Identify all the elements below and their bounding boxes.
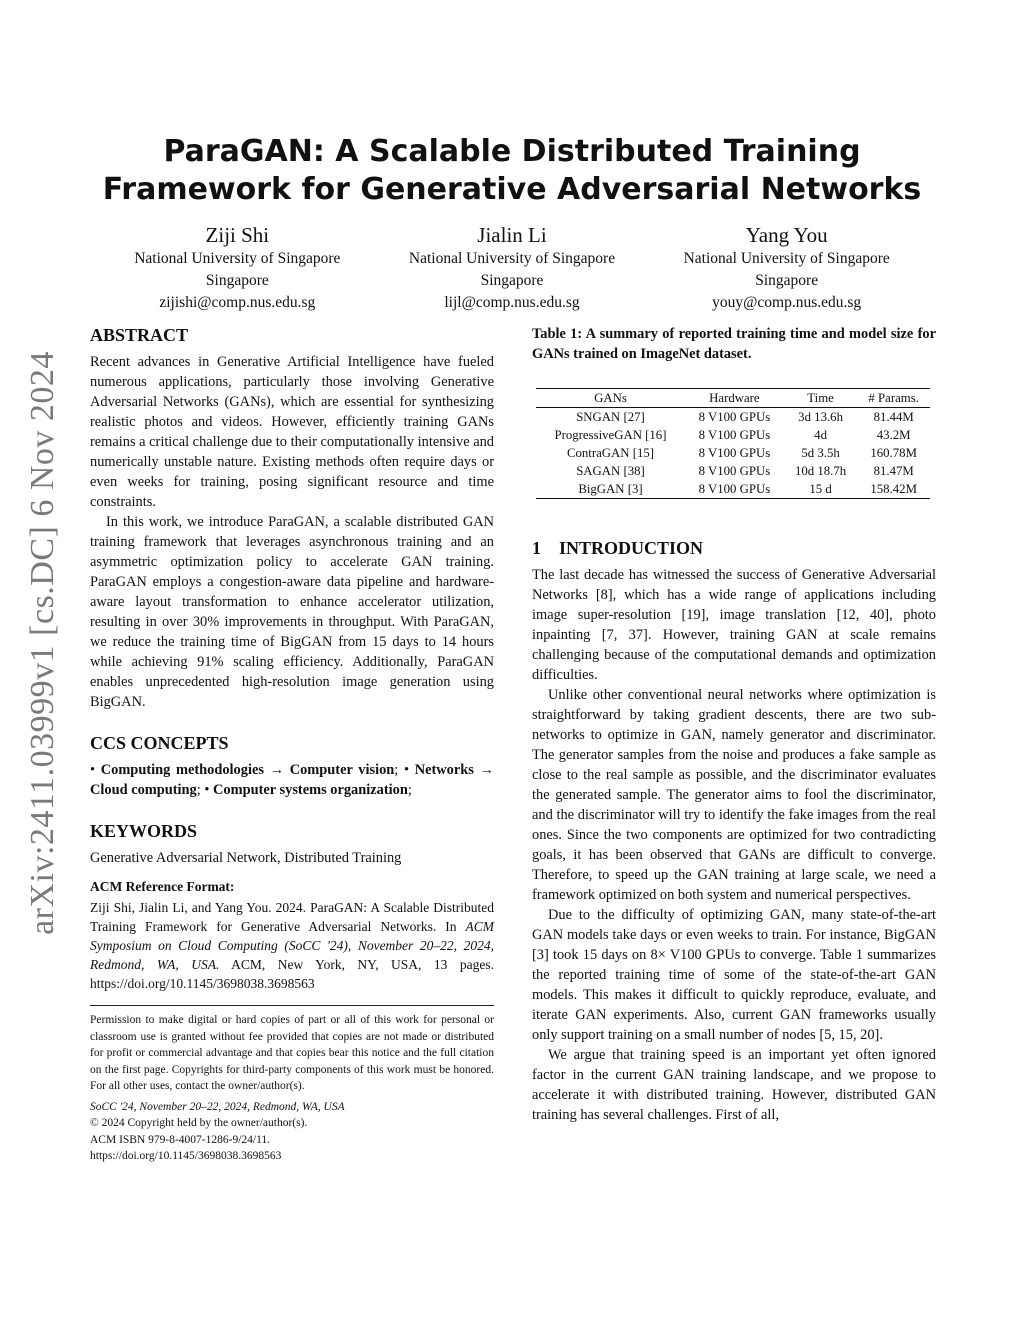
table-cell: 8 V100 GPUs — [698, 464, 771, 478]
author-affiliation: National University of Singapore — [134, 250, 341, 267]
gan-training-table — [536, 388, 930, 499]
author-card — [649, 222, 924, 314]
table-cell: 4d — [814, 428, 827, 442]
table-cell: 5d 3.5h — [801, 446, 840, 460]
table-cell: 43.2M — [876, 428, 911, 442]
intro-paragraph-3: Due to the difficulty of optimizing GAN, many state-of-the-art GAN models take days or even weeks to train. For instance, BigGAN [3] took 15 days on 8× V100 GPUs to converge. Table 1 summarizes the reported training time of some of the state-of-the-art GAN models. This makes it difficult to quickly reproduce, evaluate, and iterate GAN experiments. Also, current GAN frameworks usually only support training on a small number of nodes [5, 15, 20]. — [532, 907, 936, 1043]
table-row — [536, 480, 930, 499]
ccs-heading: CCS CONCEPTS — [90, 733, 229, 753]
acm-reference-heading: ACM Reference Format: — [90, 879, 235, 894]
author-block — [100, 222, 924, 314]
author-country: Singapore — [755, 272, 819, 289]
acm-reference-doi[interactable]: ACM, New York, NY, USA, 13 pages. https://doi.org/10.1145/3698038.3698563 — [90, 957, 494, 991]
table-cell: 10d 18.7h — [794, 464, 847, 478]
author-name: Ziji Shi — [205, 223, 270, 247]
arrow-icon: → — [479, 762, 494, 778]
table-caption: Table 1: A summary of reported training time and model size for GANs trained on ImageNet dataset. — [532, 326, 936, 362]
ccs-bullet: • — [403, 762, 410, 778]
author-country: Singapore — [205, 272, 269, 289]
table-cell: 8 V100 GPUs — [698, 446, 771, 460]
copyright-line: © 2024 Copyright held by the owner/author(s). — [90, 1117, 308, 1129]
author-email[interactable]: lijl@comp.nus.edu.sg — [444, 294, 580, 311]
table-cell: 81.47M — [873, 464, 914, 478]
intro-paragraph-1: The last decade has witnessed the success of Generative Adversarial Networks [8], which has a wide range of applications including image super-resolution [19], image translation [12, 40], photo inpainting [7, 37]. However, training GAN at scale remains challenging because of the computational demands and optimization difficulties. — [532, 567, 936, 683]
table-cell: 160.78M — [870, 446, 917, 460]
table-cell: ProgressiveGAN [16] — [554, 428, 667, 442]
table-row — [536, 426, 930, 444]
table-cell: 15 d — [784, 480, 858, 499]
author-affiliation: National University of Singapore — [408, 250, 616, 267]
acm-reference-venue: ACM Symposium on Cloud Computing (SoCC '24), November 20–22, 2024, Redmond, WA, USA. — [90, 919, 494, 972]
table-cell: ContraGAN [15] — [566, 446, 655, 460]
table-header-cell: Hardware — [685, 389, 784, 408]
author-name: Yang You — [745, 223, 828, 247]
ccs-separator: ; — [407, 782, 412, 798]
ccs-separator: ; — [394, 762, 399, 778]
author-name: Jialin Li — [477, 223, 547, 247]
intro-paragraph-4: We argue that training speed is an important yet often ignored factor in the current GAN training landscape, and we propose to accelerate it with distributed training. However, distributed GAN training has several challenges. First of all, — [532, 1047, 936, 1123]
ccs-separator: ; — [196, 782, 201, 798]
table-row — [536, 444, 930, 462]
table-header-cell: # Params. — [857, 389, 930, 408]
table-row — [536, 408, 930, 427]
ccs-concept: Computer vision — [289, 762, 395, 778]
acm-reference — [90, 898, 494, 993]
abstract-heading: ABSTRACT — [90, 325, 189, 345]
left-column — [90, 324, 494, 1165]
table-cell: 8 V100 GPUs — [685, 480, 784, 499]
ccs-concept: Computer systems organization — [213, 782, 408, 798]
arxiv-stamp[interactable]: arXiv:2411.03999v1 [cs.DC] 6 Nov 2024 — [24, 351, 62, 935]
table-header-row — [536, 389, 930, 408]
table-cell: 8 V100 GPUs — [698, 428, 771, 442]
author-email[interactable]: youy@comp.nus.edu.sg — [712, 294, 862, 311]
author-card — [100, 222, 375, 314]
table-cell: 81.44M — [873, 410, 914, 424]
introduction-heading: 1 INTRODUCTION — [532, 538, 704, 558]
ccs-bullet: • — [90, 762, 96, 778]
acm-reference-authors: Ziji Shi, Jialin Li, and Yang You. 2024. ParaGAN: A Scalable Distributed Training Framework for Generative Adversarial Networks. In — [90, 900, 494, 934]
table-cell: 3d 13.6h — [798, 410, 843, 424]
author-email[interactable]: zijishi@comp.nus.edu.sg — [159, 294, 316, 311]
arrow-icon: → — [269, 762, 285, 778]
ccs-concept: Cloud computing — [90, 782, 197, 798]
table-cell: 158.42M — [857, 480, 930, 499]
ccs-concept: Networks — [414, 762, 474, 778]
intro-paragraph-2: Unlike other conventional neural networks where optimization is straightforward by taking gradient descents, there are two sub-networks to optimize in GAN, namely generator and discriminator. The generator samples from the noise and produces a fake sample as close to the real sample as possible, and the discriminator evaluates the generated sample. The generator aims to fool the discriminator, and the discriminator will try to identify the fake images from the real ones. Since the two components are optimized for two contradicting goals, it has been observed that GANs are difficult to converge. Therefore, to speed up the GAN training at large scale, we need a framework optimized on both system and numerical perspectives. — [532, 687, 936, 903]
doi-link[interactable]: https://doi.org/10.1145/3698038.3698563 — [90, 1150, 282, 1162]
ccs-concept: Computing methodologies — [100, 762, 264, 778]
ccs-bullet: • — [204, 782, 210, 798]
table-header-cell: Time — [784, 389, 858, 408]
keywords-heading: KEYWORDS — [90, 821, 198, 841]
copyright-footnote — [90, 1005, 494, 1165]
table-cell: SAGAN [38] — [576, 464, 645, 478]
author-card — [375, 222, 650, 314]
table-cell: BigGAN [3] — [536, 480, 685, 499]
abstract-paragraph-2: In this work, we introduce ParaGAN, a scalable distributed GAN training framework that leverages asynchronous training and an asymmetric optimization policy to accelerate GAN training. ParaGAN employs a congestion-aware data pipeline and hardware-aware layout transformation to enhance accelerator utilization, resulting in over 30% improvements in throughput. With ParaGAN, we reduce the training time of BigGAN from 15 days to 14 hours while achieving 91% scaling efficiency. Additionally, ParaGAN enables unprecedented high-resolution image generation using BigGAN. — [90, 514, 494, 710]
keywords-text: Generative Adversarial Network, Distributed Training — [90, 850, 402, 866]
paper-title: ParaGAN: A Scalable Distributed Training Framework for Generative Adversarial Networks — [102, 134, 922, 207]
isbn-line: ACM ISBN 979-8-4007-1286-9/24/11. — [90, 1133, 271, 1146]
table-row — [536, 462, 930, 480]
author-affiliation: National University of Singapore — [683, 250, 890, 267]
abstract-paragraph-1: Recent advances in Generative Artificial Intelligence have fueled numerous applications, particularly those involving Generative Adversarial Networks (GANs), which are essential for synthesizing realistic photos and videos. However, efficiently training GANs remains a critical challenge due to their computationally intensive and numerically unstable nature. Existing methods often require days or even weeks for training, posing significant resource and time constraints. — [90, 354, 494, 510]
right-column — [532, 324, 936, 1125]
table-cell: 8 V100 GPUs — [698, 410, 771, 424]
author-country: Singapore — [480, 272, 544, 289]
ccs-concepts — [90, 760, 494, 800]
arxiv-stamp-container — [18, 351, 68, 935]
footnote-venue: SoCC '24, November 20–22, 2024, Redmond, WA, USA — [90, 1100, 345, 1113]
table-cell: SNGAN [27] — [576, 410, 645, 424]
table-header-cell: GANs — [536, 389, 685, 408]
permission-notice: Permission to make digital or hard copies of part or all of this work for personal or classroom use is granted without fee provided that copies are not made or distributed for profit or commercial advantage and that copies bear this notice and the full citation on the first page. Copyrights for third-party components of this work must be honored. For all other uses, contact the owner/author(s). — [90, 1014, 494, 1092]
